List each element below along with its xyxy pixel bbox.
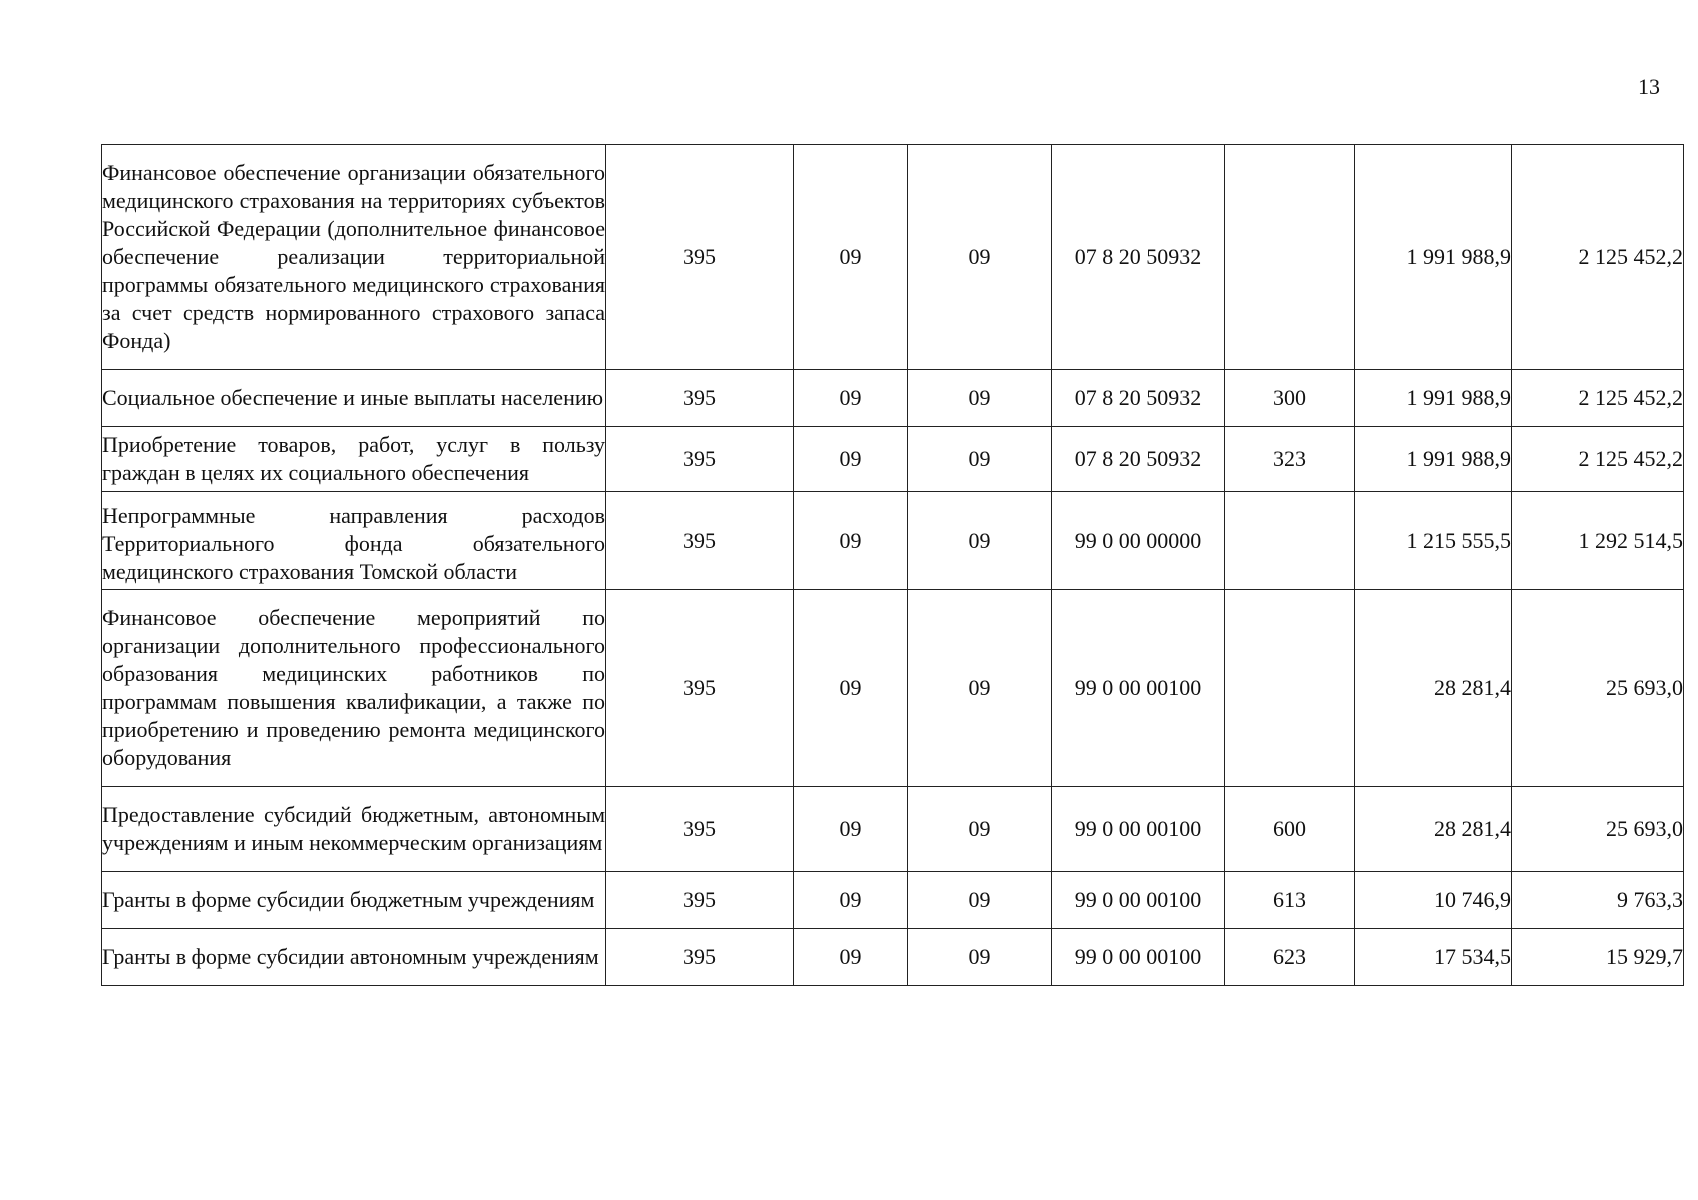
target-code: 07 8 20 50932 xyxy=(1052,145,1225,370)
row-description: Финансовое обеспечение организации обязательного медицинского страхования на территориях субъектов Российской Федерации (дополнительное финансовое обеспечение реализации территориальной программы обязательного медицинского страхования за счет средств нормированного страхового запаса Фонда) xyxy=(102,145,606,370)
amount-1: 1 215 555,5 xyxy=(1355,492,1512,590)
target-code: 07 8 20 50932 xyxy=(1052,427,1225,492)
ministry-code: 395 xyxy=(606,145,794,370)
subsection-code: 09 xyxy=(908,370,1052,427)
page-number: 13 xyxy=(1638,74,1660,99)
table-row xyxy=(102,370,1684,427)
ministry-code: 395 xyxy=(606,929,794,986)
expense-type-code xyxy=(1225,492,1355,590)
section-code: 09 xyxy=(794,145,908,370)
subsection-code: 09 xyxy=(908,929,1052,986)
row-description: Гранты в форме субсидии автономным учреждениям xyxy=(102,929,606,986)
amount-1: 28 281,4 xyxy=(1355,590,1512,787)
subsection-code: 09 xyxy=(908,590,1052,787)
amount-2: 2 125 452,2 xyxy=(1512,145,1684,370)
row-description: Предоставление субсидий бюджетным, автономным учреждениям и иным некоммерческим организациям xyxy=(102,787,606,872)
subsection-code: 09 xyxy=(908,872,1052,929)
target-code: 99 0 00 00000 xyxy=(1052,492,1225,590)
expense-type-code xyxy=(1225,590,1355,787)
table-row xyxy=(102,145,1684,370)
target-code: 99 0 00 00100 xyxy=(1052,787,1225,872)
ministry-code: 395 xyxy=(606,427,794,492)
section-code: 09 xyxy=(794,929,908,986)
row-description: Гранты в форме субсидии бюджетным учреждениям xyxy=(102,872,606,929)
row-description: Приобретение товаров, работ, услуг в пользу граждан в целях их социального обеспечения xyxy=(102,427,606,492)
section-code: 09 xyxy=(794,590,908,787)
expense-type-code xyxy=(1225,145,1355,370)
row-description: Непрограммные направления расходов Территориального фонда обязательного медицинского страхования Томской области xyxy=(102,492,606,590)
ministry-code: 395 xyxy=(606,590,794,787)
row-description: Финансовое обеспечение мероприятий по организации дополнительного профессионального образования медицинских работников по программам повышения квалификации, а также по приобретению и проведению ремонта медицинского оборудования xyxy=(102,590,606,787)
amount-2: 15 929,7 xyxy=(1512,929,1684,986)
table-row xyxy=(102,872,1684,929)
expense-type-code: 623 xyxy=(1225,929,1355,986)
expense-type-code: 323 xyxy=(1225,427,1355,492)
amount-1: 1 991 988,9 xyxy=(1355,427,1512,492)
table-row xyxy=(102,590,1684,787)
target-code: 99 0 00 00100 xyxy=(1052,929,1225,986)
amount-1: 1 991 988,9 xyxy=(1355,370,1512,427)
row-description: Социальное обеспечение и иные выплаты населению xyxy=(102,370,606,427)
subsection-code: 09 xyxy=(908,145,1052,370)
expense-type-code: 300 xyxy=(1225,370,1355,427)
section-code: 09 xyxy=(794,787,908,872)
ministry-code: 395 xyxy=(606,787,794,872)
budget-table xyxy=(101,144,1684,986)
ministry-code: 395 xyxy=(606,872,794,929)
ministry-code: 395 xyxy=(606,492,794,590)
amount-2: 25 693,0 xyxy=(1512,787,1684,872)
subsection-code: 09 xyxy=(908,787,1052,872)
section-code: 09 xyxy=(794,370,908,427)
amount-1: 10 746,9 xyxy=(1355,872,1512,929)
amount-2: 2 125 452,2 xyxy=(1512,427,1684,492)
section-code: 09 xyxy=(794,427,908,492)
amount-2: 2 125 452,2 xyxy=(1512,370,1684,427)
amount-2: 25 693,0 xyxy=(1512,590,1684,787)
amount-1: 1 991 988,9 xyxy=(1355,145,1512,370)
amount-2: 1 292 514,5 xyxy=(1512,492,1684,590)
section-code: 09 xyxy=(794,492,908,590)
table-row xyxy=(102,427,1684,492)
subsection-code: 09 xyxy=(908,427,1052,492)
section-code: 09 xyxy=(794,872,908,929)
amount-2: 9 763,3 xyxy=(1512,872,1684,929)
amount-1: 17 534,5 xyxy=(1355,929,1512,986)
ministry-code: 395 xyxy=(606,370,794,427)
target-code: 99 0 00 00100 xyxy=(1052,590,1225,787)
expense-type-code: 613 xyxy=(1225,872,1355,929)
table-row xyxy=(102,929,1684,986)
subsection-code: 09 xyxy=(908,492,1052,590)
target-code: 07 8 20 50932 xyxy=(1052,370,1225,427)
table-row xyxy=(102,787,1684,872)
table-row xyxy=(102,492,1684,590)
amount-1: 28 281,4 xyxy=(1355,787,1512,872)
target-code: 99 0 00 00100 xyxy=(1052,872,1225,929)
expense-type-code: 600 xyxy=(1225,787,1355,872)
